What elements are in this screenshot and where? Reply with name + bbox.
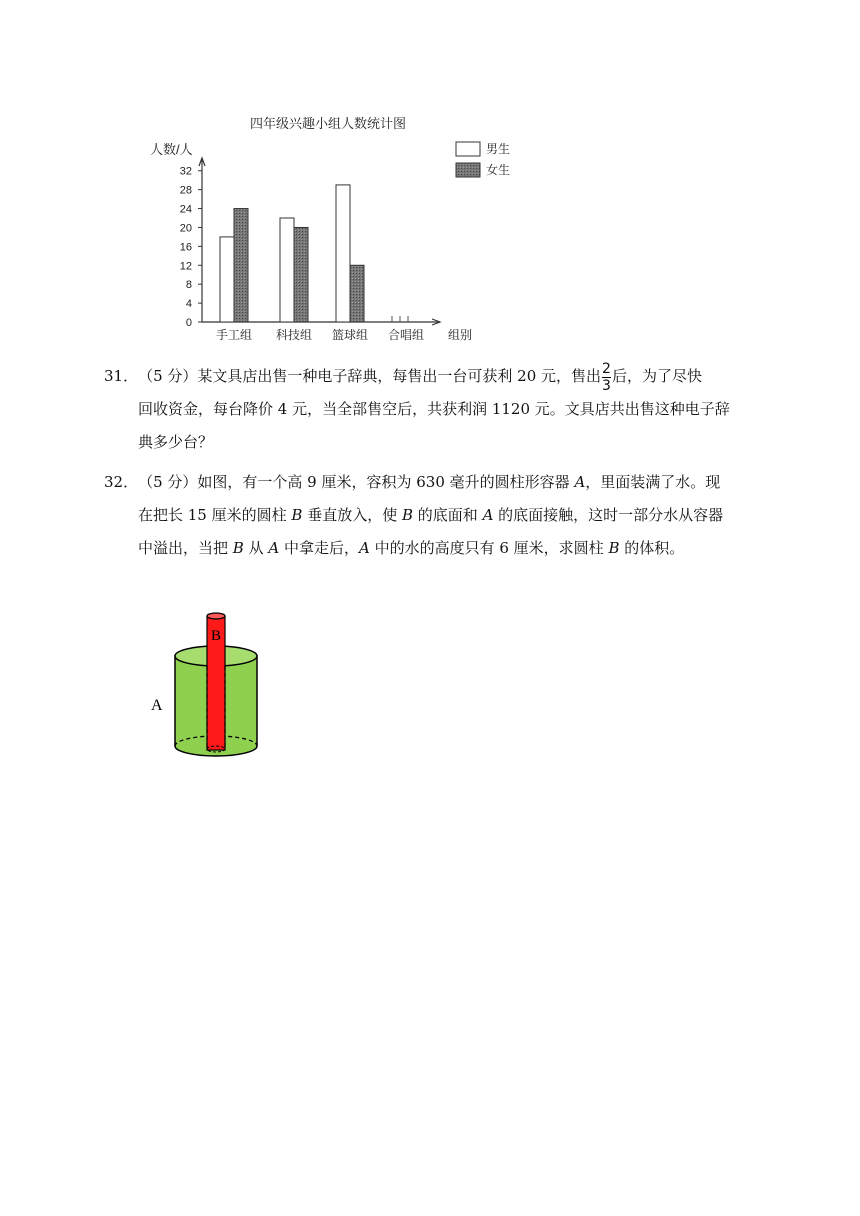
- legend-swatch-girls: [456, 163, 480, 177]
- x-axis-label: 组别: [448, 328, 473, 342]
- y-tick-label: 8: [185, 279, 192, 292]
- bar-girls: [294, 227, 308, 322]
- bar-chart: [140, 108, 540, 348]
- legend-label-girls: 女生: [486, 163, 511, 177]
- bar-chart-svg: [140, 108, 540, 348]
- q32-text-2a: 在把长 15 厘米的圆柱: [138, 506, 292, 524]
- q32-text-3c: 中拿走后，: [279, 539, 359, 557]
- rod-b-top: [207, 613, 225, 619]
- var-a: A: [358, 539, 370, 557]
- y-tick-label: 0: [185, 317, 192, 329]
- x-tick-label: 篮球组: [331, 328, 369, 342]
- q32-text-1a: 如图，有一个高 9 厘米，容积为 630 毫升的圆柱形容器: [197, 473, 575, 491]
- x-tick-label: 科技组: [275, 328, 313, 342]
- bar-girls: [234, 209, 248, 322]
- var-a: A: [482, 506, 494, 524]
- q31-line-3: 典多少台？: [138, 433, 214, 451]
- q32-score: （5 分）: [138, 473, 198, 491]
- chart-title: 四年级兴趣小组人数统计图: [250, 116, 407, 131]
- q31-text-1a: 某文具店出售一种电子辞典，每售出一台可获利 20 元，售出: [197, 367, 602, 385]
- var-b: B: [232, 539, 244, 557]
- legend-swatch-boys: [456, 142, 480, 156]
- q31-text-1b: 后，为了尽快: [611, 367, 702, 385]
- y-tick-label: 24: [179, 203, 192, 216]
- q32-text-3b: 从: [243, 539, 269, 557]
- fraction-two-thirds: [602, 362, 611, 393]
- label-b: B: [210, 628, 222, 644]
- x-tick-label: 合唱组: [387, 328, 425, 342]
- legend-label-boys: 男生: [486, 142, 511, 156]
- q31-number: 31．: [104, 367, 139, 385]
- y-axis-label: 人数/人: [150, 142, 193, 157]
- q32-text-1b: ，里面装满了水。现: [585, 473, 721, 491]
- var-b: B: [401, 506, 414, 524]
- var-b: B: [291, 506, 303, 524]
- y-tick-label: 32: [179, 165, 192, 178]
- y-tick-label: 4: [185, 298, 192, 311]
- q31-line-1: [104, 360, 754, 393]
- y-tick-label: 12: [179, 260, 192, 273]
- y-tick-label: 16: [179, 241, 192, 254]
- q31-line-2: 回收资金，每台降价 4 元，当全部售空后，共获利润 1120 元。文具店共出售这种电子辞: [138, 400, 730, 418]
- q32-text-3a: 中溢出，当把: [138, 539, 233, 557]
- var-a: A: [268, 539, 280, 557]
- q31-score: （5 分）: [138, 367, 198, 385]
- question-31: [104, 360, 754, 459]
- q32-line-1: [104, 466, 754, 499]
- q32-number: 32．: [104, 473, 139, 491]
- q32-text-2b: 垂直放入，使: [302, 506, 402, 524]
- label-a: A: [151, 697, 163, 714]
- var-b: B: [608, 539, 620, 557]
- q32-text-2c: 的底面和: [413, 506, 483, 524]
- bar-girls: [350, 265, 364, 322]
- y-tick-label: 28: [179, 184, 192, 197]
- question-32: [104, 466, 754, 565]
- var-a: A: [574, 473, 586, 491]
- q32-text-2d: 的底面接触，这时一部分水从容器: [493, 506, 724, 524]
- cylinder-figure: [146, 606, 276, 776]
- fraction-numerator: 2: [602, 360, 611, 377]
- bar-boys: [220, 237, 234, 322]
- q32-line-2: [104, 499, 754, 532]
- x-tick-label: 手工组: [215, 328, 253, 342]
- y-tick-label: 20: [179, 222, 192, 235]
- bar-boys: [280, 218, 294, 322]
- bar-boys: [336, 185, 350, 322]
- q32-line-3: [104, 532, 754, 565]
- q32-text-3e: 的体积。: [619, 539, 685, 557]
- fraction-denominator: 3: [602, 377, 611, 394]
- q32-text-3d: 中的水的高度只有 6 厘米，求圆柱: [369, 539, 609, 557]
